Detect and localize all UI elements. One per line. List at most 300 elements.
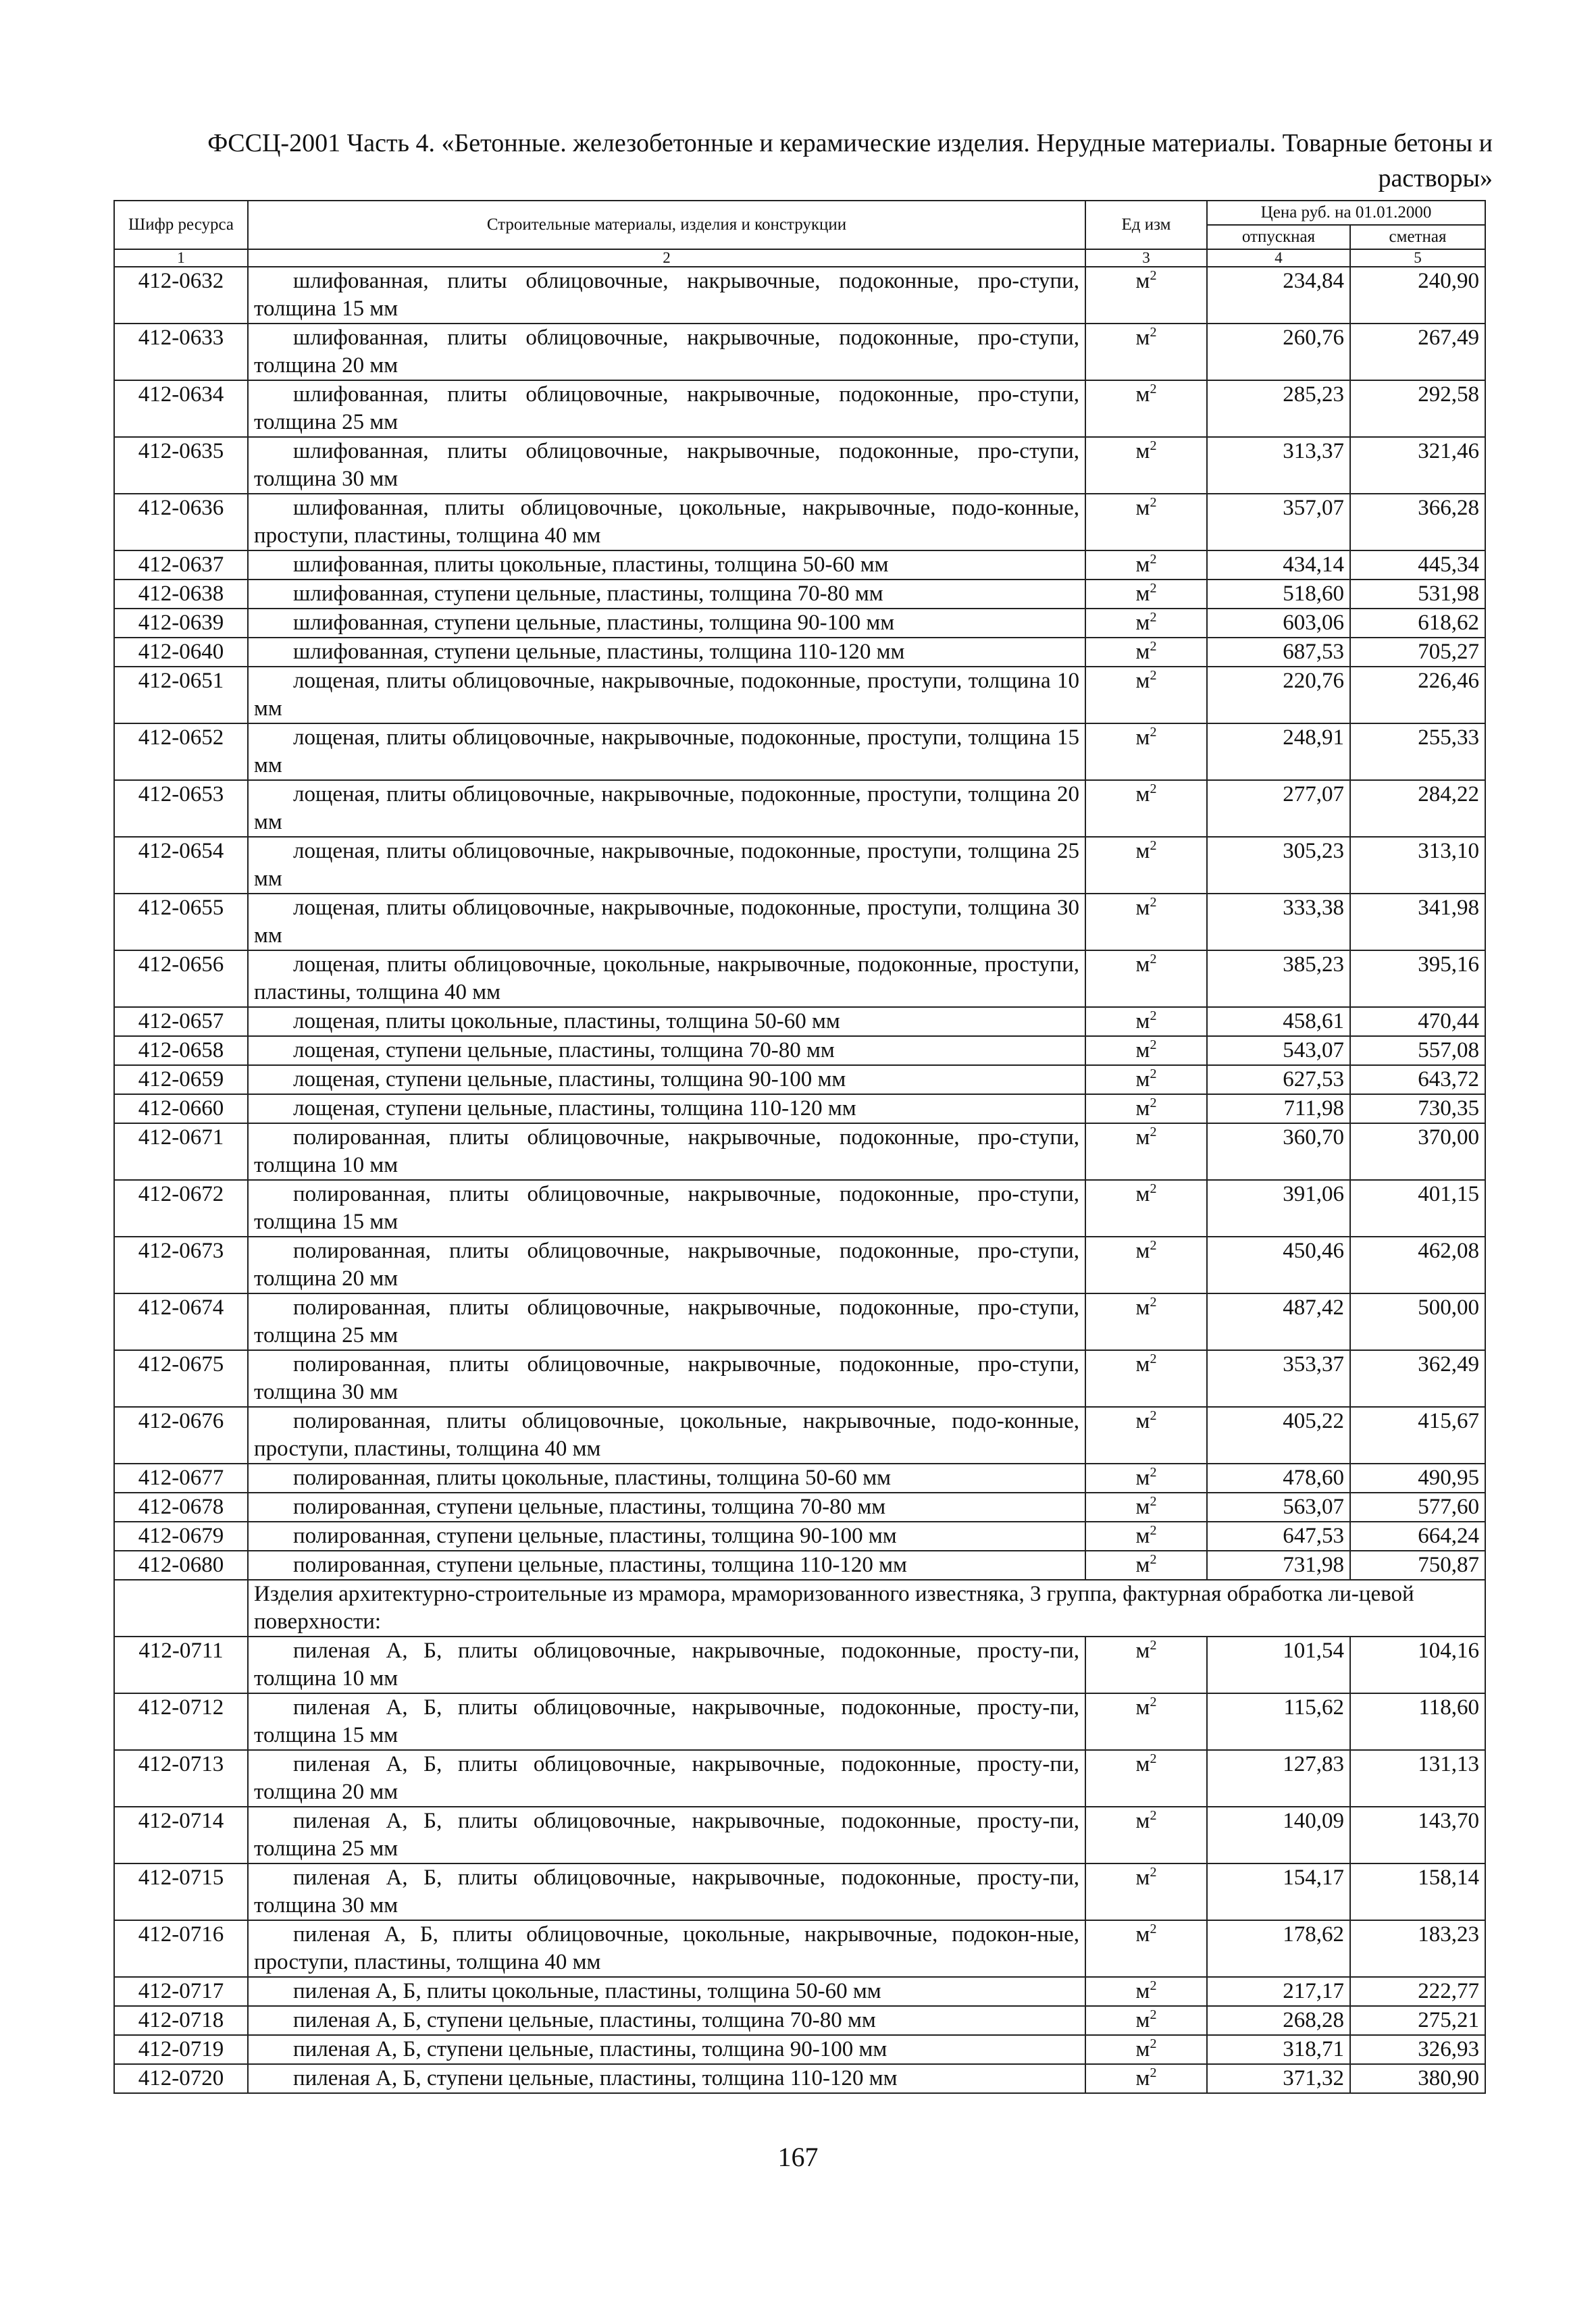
price-estimate: 557,08 — [1350, 1036, 1485, 1065]
material-description — [248, 1863, 1085, 1920]
table-row — [114, 2006, 1485, 2035]
material-description — [248, 1807, 1085, 1863]
price-estimate: 395,16 — [1350, 950, 1485, 1007]
section-heading: Изделия архитектурно-строительные из мрамора, мраморизованного известняка, 3 группа, фактурная обработка ли-цевой поверхности: — [248, 1580, 1485, 1637]
price-release: 450,46 — [1207, 1237, 1350, 1293]
unit-exponent: 2 — [1150, 1552, 1157, 1567]
resource-code: 412-0678 — [114, 1493, 248, 1522]
unit-text: м — [1135, 2008, 1150, 2032]
unit-text: м — [1135, 1524, 1150, 1548]
price-release: 268,28 — [1207, 2006, 1350, 2035]
price-release: 405,22 — [1207, 1407, 1350, 1464]
material-description — [248, 1350, 1085, 1407]
unit-exponent: 2 — [1150, 382, 1157, 396]
document-header — [135, 126, 1493, 196]
unit-cell — [1085, 1407, 1207, 1464]
material-description-text: пиленая А, Б, ступени цельные, пластины, толщина 90-100 мм — [293, 2037, 887, 2061]
resource-code: 412-0720 — [114, 2064, 248, 2093]
table-row — [114, 1920, 1485, 1977]
resource-code: 412-0658 — [114, 1036, 248, 1065]
material-description — [248, 1065, 1085, 1094]
price-release: 647,53 — [1207, 1522, 1350, 1551]
table-row — [114, 780, 1485, 837]
material-description — [248, 1920, 1085, 1977]
unit-text: м — [1135, 2066, 1150, 2090]
unit-cell — [1085, 1750, 1207, 1807]
unit-text: м — [1135, 1182, 1150, 1206]
unit-text: м — [1135, 1239, 1150, 1263]
material-description-text: полированная, плиты облицовочные, накрывочные, подоконные, про-ступи, толщина 15 мм — [254, 1182, 1079, 1234]
table-row — [114, 1036, 1485, 1065]
resource-code: 412-0718 — [114, 2006, 248, 2035]
table-row — [114, 1637, 1485, 1693]
column-number: 3 — [1085, 249, 1207, 267]
header-unit: Ед изм — [1085, 201, 1207, 249]
unit-text: м — [1135, 611, 1150, 635]
price-estimate: 531,98 — [1350, 580, 1485, 609]
resource-code: 412-0635 — [114, 437, 248, 494]
table-row — [114, 267, 1485, 324]
material-description-text: полированная, ступени цельные, пластины, толщина 70-80 мм — [293, 1495, 886, 1519]
header-column-numbers — [114, 249, 1485, 267]
unit-text: м — [1135, 669, 1150, 693]
resource-code: 412-0671 — [114, 1123, 248, 1180]
unit-text: м — [1135, 1866, 1150, 1890]
price-release: 234,84 — [1207, 267, 1350, 324]
table-row — [114, 1293, 1485, 1350]
resource-code: 412-0637 — [114, 550, 248, 580]
unit-exponent: 2 — [1150, 1125, 1157, 1139]
table-row — [114, 1180, 1485, 1237]
resource-code: 412-0634 — [114, 380, 248, 437]
price-table — [113, 200, 1486, 2094]
price-estimate: 577,60 — [1350, 1493, 1485, 1522]
resource-code: 412-0719 — [114, 2035, 248, 2064]
unit-text: м — [1135, 1553, 1150, 1577]
resource-code: 412-0639 — [114, 609, 248, 638]
table-row — [114, 1065, 1485, 1094]
material-description-text: лощеная, плиты цокольные, пластины, толщина 50-60 мм — [293, 1009, 840, 1033]
unit-text: м — [1135, 725, 1150, 750]
price-estimate: 618,62 — [1350, 609, 1485, 638]
unit-cell — [1085, 950, 1207, 1007]
header-line-2: растворы» — [1378, 164, 1493, 192]
material-description-text: полированная, плиты облицовочные, цокольные, накрывочные, подо-конные, проступи, пластины, толщина 40 мм — [254, 1409, 1079, 1461]
price-release: 518,60 — [1207, 580, 1350, 609]
section-empty-cell — [114, 1580, 248, 1637]
price-estimate: 292,58 — [1350, 380, 1485, 437]
unit-text: м — [1135, 1695, 1150, 1720]
material-description — [248, 380, 1085, 437]
price-release: 627,53 — [1207, 1065, 1350, 1094]
unit-cell — [1085, 267, 1207, 324]
price-estimate: 500,00 — [1350, 1293, 1485, 1350]
price-estimate: 370,00 — [1350, 1123, 1485, 1180]
unit-text: м — [1135, 1495, 1150, 1519]
table-row — [114, 580, 1485, 609]
resource-code: 412-0680 — [114, 1551, 248, 1580]
material-description-text: шлифованная, плиты облицовочные, накрывочные, подоконные, про-ступи, толщина 20 мм — [254, 326, 1079, 378]
price-estimate: 462,08 — [1350, 1237, 1485, 1293]
table-row — [114, 1693, 1485, 1750]
material-description — [248, 1123, 1085, 1180]
table-row — [114, 1464, 1485, 1493]
table-row — [114, 2035, 1485, 2064]
unit-exponent: 2 — [1150, 838, 1157, 853]
price-release: 220,76 — [1207, 667, 1350, 723]
unit-cell — [1085, 1180, 1207, 1237]
price-release: 217,17 — [1207, 1977, 1350, 2006]
material-description — [248, 723, 1085, 780]
material-description-text: пиленая А, Б, плиты облицовочные, накрывочные, подоконные, просту-пи, толщина 20 мм — [254, 1752, 1079, 1804]
table-row — [114, 837, 1485, 894]
unit-cell — [1085, 2064, 1207, 2093]
unit-exponent: 2 — [1150, 1695, 1157, 1709]
unit-text: м — [1135, 1639, 1150, 1663]
column-number: 2 — [248, 249, 1085, 267]
unit-cell — [1085, 609, 1207, 638]
price-estimate: 143,70 — [1350, 1807, 1485, 1863]
material-description — [248, 2035, 1085, 2064]
resource-code: 412-0657 — [114, 1007, 248, 1036]
price-estimate: 104,16 — [1350, 1637, 1485, 1693]
price-estimate: 267,49 — [1350, 324, 1485, 380]
material-description-text: пиленая А, Б, плиты цокольные, пластины, толщина 50-60 мм — [293, 1979, 881, 2003]
resource-code: 412-0653 — [114, 780, 248, 837]
unit-text: м — [1135, 839, 1150, 863]
unit-text: м — [1135, 896, 1150, 920]
unit-exponent: 2 — [1150, 495, 1157, 510]
unit-exponent: 2 — [1150, 1096, 1157, 1110]
unit-text: м — [1135, 382, 1150, 407]
unit-text: м — [1135, 1038, 1150, 1062]
unit-cell — [1085, 1807, 1207, 1863]
unit-cell — [1085, 1237, 1207, 1293]
material-description — [248, 580, 1085, 609]
resource-code: 412-0632 — [114, 267, 248, 324]
unit-cell — [1085, 638, 1207, 667]
material-description-text: шлифованная, плиты облицовочные, цокольные, накрывочные, подо-конные, проступи, пластины, толщина 40 мм — [254, 496, 1079, 548]
unit-cell — [1085, 1094, 1207, 1123]
unit-exponent: 2 — [1150, 952, 1157, 967]
price-release: 543,07 — [1207, 1036, 1350, 1065]
unit-exponent: 2 — [1150, 1523, 1157, 1538]
material-description — [248, 267, 1085, 324]
unit-cell — [1085, 1036, 1207, 1065]
material-description-text: пиленая А, Б, ступени цельные, пластины, толщина 110-120 мм — [293, 2066, 898, 2090]
material-description — [248, 1293, 1085, 1350]
table-row — [114, 1123, 1485, 1180]
price-release: 385,23 — [1207, 950, 1350, 1007]
material-description-text: полированная, плиты цокольные, пластины, толщина 50-60 мм — [293, 1466, 891, 1490]
price-estimate: 240,90 — [1350, 267, 1485, 324]
material-description — [248, 638, 1085, 667]
material-description-text: лощеная, плиты облицовочные, накрывочные, подоконные, проступи, толщина 30 мм — [254, 896, 1079, 948]
unit-text: м — [1135, 1979, 1150, 2003]
unit-cell — [1085, 837, 1207, 894]
material-description — [248, 1407, 1085, 1464]
resource-code: 412-0712 — [114, 1693, 248, 1750]
table-row — [114, 1493, 1485, 1522]
unit-exponent: 2 — [1150, 1066, 1157, 1081]
material-description — [248, 1522, 1085, 1551]
material-description — [248, 1493, 1085, 1522]
material-description — [248, 837, 1085, 894]
price-estimate: 321,46 — [1350, 437, 1485, 494]
price-release: 487,42 — [1207, 1293, 1350, 1350]
material-description — [248, 494, 1085, 550]
unit-exponent: 2 — [1150, 1922, 1157, 1936]
unit-exponent: 2 — [1150, 552, 1157, 567]
unit-text: м — [1135, 952, 1150, 977]
resource-code: 412-0660 — [114, 1094, 248, 1123]
material-description-text: шлифованная, плиты облицовочные, накрывочные, подоконные, про-ступи, толщина 15 мм — [254, 269, 1079, 321]
unit-exponent: 2 — [1150, 325, 1157, 340]
price-estimate: 730,35 — [1350, 1094, 1485, 1123]
price-release: 371,32 — [1207, 2064, 1350, 2093]
resource-code: 412-0652 — [114, 723, 248, 780]
material-description-text: шлифованная, ступени цельные, пластины, толщина 90-100 мм — [293, 611, 895, 635]
unit-cell — [1085, 1464, 1207, 1493]
price-estimate: 118,60 — [1350, 1693, 1485, 1750]
unit-cell — [1085, 1493, 1207, 1522]
unit-exponent: 2 — [1150, 1352, 1157, 1366]
table-row — [114, 1863, 1485, 1920]
table-row — [114, 494, 1485, 550]
unit-cell — [1085, 1065, 1207, 1094]
resource-code: 412-0654 — [114, 837, 248, 894]
resource-code: 412-0714 — [114, 1807, 248, 1863]
price-estimate: 158,14 — [1350, 1863, 1485, 1920]
resource-code: 412-0659 — [114, 1065, 248, 1094]
resource-code: 412-0677 — [114, 1464, 248, 1493]
unit-exponent: 2 — [1150, 668, 1157, 683]
price-release: 478,60 — [1207, 1464, 1350, 1493]
header-price-group: Цена руб. на 01.01.2000 — [1207, 201, 1485, 225]
unit-cell — [1085, 324, 1207, 380]
unit-text: м — [1135, 439, 1150, 463]
unit-exponent: 2 — [1150, 1238, 1157, 1253]
unit-cell — [1085, 380, 1207, 437]
material-description-text: пиленая А, Б, ступени цельные, пластины, толщина 70-80 мм — [293, 2008, 876, 2032]
resource-code: 412-0715 — [114, 1863, 248, 1920]
material-description — [248, 2064, 1085, 2093]
header-name: Строительные материалы, изделия и конструкции — [248, 201, 1085, 249]
unit-cell — [1085, 780, 1207, 837]
unit-text: м — [1135, 1096, 1150, 1121]
unit-exponent: 2 — [1150, 1808, 1157, 1823]
resource-code: 412-0711 — [114, 1637, 248, 1693]
material-description-text: шлифованная, плиты облицовочные, накрывочные, подоконные, про-ступи, толщина 30 мм — [254, 439, 1079, 491]
page-number: 167 — [777, 2142, 819, 2172]
price-release: 101,54 — [1207, 1637, 1350, 1693]
material-description — [248, 667, 1085, 723]
price-release: 115,62 — [1207, 1693, 1350, 1750]
material-description-text: шлифованная, плиты цокольные, пластины, толщина 50-60 мм — [293, 552, 889, 577]
material-description-text: шлифованная, ступени цельные, пластины, толщина 110-120 мм — [293, 640, 905, 664]
unit-exponent: 2 — [1150, 2065, 1157, 2080]
material-description-text: лощеная, плиты облицовочные, накрывочные, подоконные, проступи, толщина 20 мм — [254, 782, 1079, 834]
material-description-text: пиленая А, Б, плиты облицовочные, цокольные, накрывочные, подокон-ные, проступи, пластины, толщина 40 мм — [254, 1922, 1079, 1974]
price-estimate: 313,10 — [1350, 837, 1485, 894]
price-release: 127,83 — [1207, 1750, 1350, 1807]
price-release: 305,23 — [1207, 837, 1350, 894]
price-estimate: 366,28 — [1350, 494, 1485, 550]
unit-exponent: 2 — [1150, 1865, 1157, 1880]
resource-code: 412-0713 — [114, 1750, 248, 1807]
material-description — [248, 780, 1085, 837]
resource-code: 412-0676 — [114, 1407, 248, 1464]
material-description-text: полированная, плиты облицовочные, накрывочные, подоконные, про-ступи, толщина 10 мм — [254, 1125, 1079, 1177]
table-row — [114, 550, 1485, 580]
unit-exponent: 2 — [1150, 438, 1157, 453]
price-release: 285,23 — [1207, 380, 1350, 437]
table-row — [114, 1807, 1485, 1863]
unit-cell — [1085, 2006, 1207, 2035]
unit-cell — [1085, 1350, 1207, 1407]
table-row — [114, 1237, 1485, 1293]
material-description — [248, 1464, 1085, 1493]
resource-code: 412-0717 — [114, 1977, 248, 2006]
unit-exponent: 2 — [1150, 1465, 1157, 1480]
resource-code: 412-0638 — [114, 580, 248, 609]
material-description — [248, 1237, 1085, 1293]
price-estimate: 750,87 — [1350, 1551, 1485, 1580]
table-header — [114, 201, 1485, 267]
material-description — [248, 950, 1085, 1007]
material-description-text: лощеная, ступени цельные, пластины, толщина 110-120 мм — [293, 1096, 856, 1121]
price-estimate: 255,33 — [1350, 723, 1485, 780]
resource-code: 412-0674 — [114, 1293, 248, 1350]
unit-exponent: 2 — [1150, 1638, 1157, 1653]
price-release: 360,70 — [1207, 1123, 1350, 1180]
unit-exponent: 2 — [1150, 781, 1157, 796]
price-estimate: 490,95 — [1350, 1464, 1485, 1493]
material-description-text: полированная, плиты облицовочные, накрывочные, подоконные, про-ступи, толщина 20 мм — [254, 1239, 1079, 1291]
table-row — [114, 723, 1485, 780]
table-row — [114, 894, 1485, 950]
table-row — [114, 950, 1485, 1007]
unit-cell — [1085, 437, 1207, 494]
material-description-text: лощеная, плиты облицовочные, накрывочные, подоконные, проступи, толщина 10 мм — [254, 669, 1079, 721]
material-description-text: лощеная, плиты облицовочные, цокольные, накрывочные, подоконные, проступи, пластины, толщина 40 мм — [254, 952, 1079, 1004]
price-estimate: 362,49 — [1350, 1350, 1485, 1407]
column-number: 5 — [1350, 249, 1485, 267]
price-release: 434,14 — [1207, 550, 1350, 580]
price-release: 603,06 — [1207, 609, 1350, 638]
material-description-text: лощеная, ступени цельные, пластины, толщина 90-100 мм — [293, 1067, 846, 1091]
unit-exponent: 2 — [1150, 268, 1157, 283]
material-description — [248, 1007, 1085, 1036]
price-release: 391,06 — [1207, 1180, 1350, 1237]
resource-code: 412-0672 — [114, 1180, 248, 1237]
price-release: 711,98 — [1207, 1094, 1350, 1123]
unit-cell — [1085, 1293, 1207, 1350]
price-estimate: 222,77 — [1350, 1977, 1485, 2006]
price-release: 687,53 — [1207, 638, 1350, 667]
table-row — [114, 638, 1485, 667]
unit-cell — [1085, 494, 1207, 550]
table-row — [114, 667, 1485, 723]
material-description — [248, 437, 1085, 494]
unit-exponent: 2 — [1150, 725, 1157, 740]
unit-exponent: 2 — [1150, 2036, 1157, 2051]
price-estimate: 643,72 — [1350, 1065, 1485, 1094]
unit-text: м — [1135, 640, 1150, 664]
material-description — [248, 894, 1085, 950]
table-row — [114, 1551, 1485, 1580]
column-number: 1 — [114, 249, 248, 267]
section-row — [114, 1580, 1485, 1637]
price-estimate: 131,13 — [1350, 1750, 1485, 1807]
material-description — [248, 1637, 1085, 1693]
table-row — [114, 1750, 1485, 1807]
price-estimate: 470,44 — [1350, 1007, 1485, 1036]
resource-code: 412-0679 — [114, 1522, 248, 1551]
unit-exponent: 2 — [1150, 1494, 1157, 1509]
price-estimate: 401,15 — [1350, 1180, 1485, 1237]
price-release: 357,07 — [1207, 494, 1350, 550]
header-line-1: ФССЦ-2001 Часть 4. «Бетонные. железобетонные и керамические изделия. Нерудные материалы. Товарные бетоны и — [207, 129, 1493, 157]
price-estimate: 284,22 — [1350, 780, 1485, 837]
unit-text: м — [1135, 1409, 1150, 1433]
table-row — [114, 1522, 1485, 1551]
price-release: 458,61 — [1207, 1007, 1350, 1036]
price-release: 140,09 — [1207, 1807, 1350, 1863]
material-description — [248, 1094, 1085, 1123]
price-estimate: 341,98 — [1350, 894, 1485, 950]
table-row — [114, 380, 1485, 437]
material-description-text: полированная, ступени цельные, пластины, толщина 90-100 мм — [293, 1524, 897, 1548]
unit-text: м — [1135, 1125, 1150, 1150]
price-estimate: 226,46 — [1350, 667, 1485, 723]
resource-code: 412-0651 — [114, 667, 248, 723]
unit-text: м — [1135, 1067, 1150, 1091]
unit-text: м — [1135, 582, 1150, 606]
table-row — [114, 1407, 1485, 1464]
material-description — [248, 1180, 1085, 1237]
unit-cell — [1085, 1977, 1207, 2006]
price-release: 313,37 — [1207, 437, 1350, 494]
unit-text: м — [1135, 326, 1150, 350]
material-description-text: лощеная, плиты облицовочные, накрывочные, подоконные, проступи, толщина 15 мм — [254, 725, 1079, 777]
material-description — [248, 1036, 1085, 1065]
material-description-text: полированная, ступени цельные, пластины, толщина 110-120 мм — [293, 1553, 907, 1577]
resource-code: 412-0656 — [114, 950, 248, 1007]
unit-cell — [1085, 2035, 1207, 2064]
unit-exponent: 2 — [1150, 1181, 1157, 1196]
unit-cell — [1085, 1863, 1207, 1920]
material-description — [248, 1750, 1085, 1807]
table-row — [114, 2064, 1485, 2093]
unit-exponent: 2 — [1150, 610, 1157, 625]
price-estimate: 664,24 — [1350, 1522, 1485, 1551]
unit-exponent: 2 — [1150, 2007, 1157, 2022]
unit-text: м — [1135, 1352, 1150, 1377]
price-estimate: 326,93 — [1350, 2035, 1485, 2064]
table-row — [114, 324, 1485, 380]
unit-cell — [1085, 1693, 1207, 1750]
unit-text: м — [1135, 496, 1150, 520]
header-code: Шифр ресурса — [114, 201, 248, 249]
unit-exponent: 2 — [1150, 1037, 1157, 1052]
material-description — [248, 1551, 1085, 1580]
material-description — [248, 609, 1085, 638]
unit-exponent: 2 — [1150, 639, 1157, 654]
price-release: 178,62 — [1207, 1920, 1350, 1977]
price-estimate: 445,34 — [1350, 550, 1485, 580]
material-description — [248, 550, 1085, 580]
